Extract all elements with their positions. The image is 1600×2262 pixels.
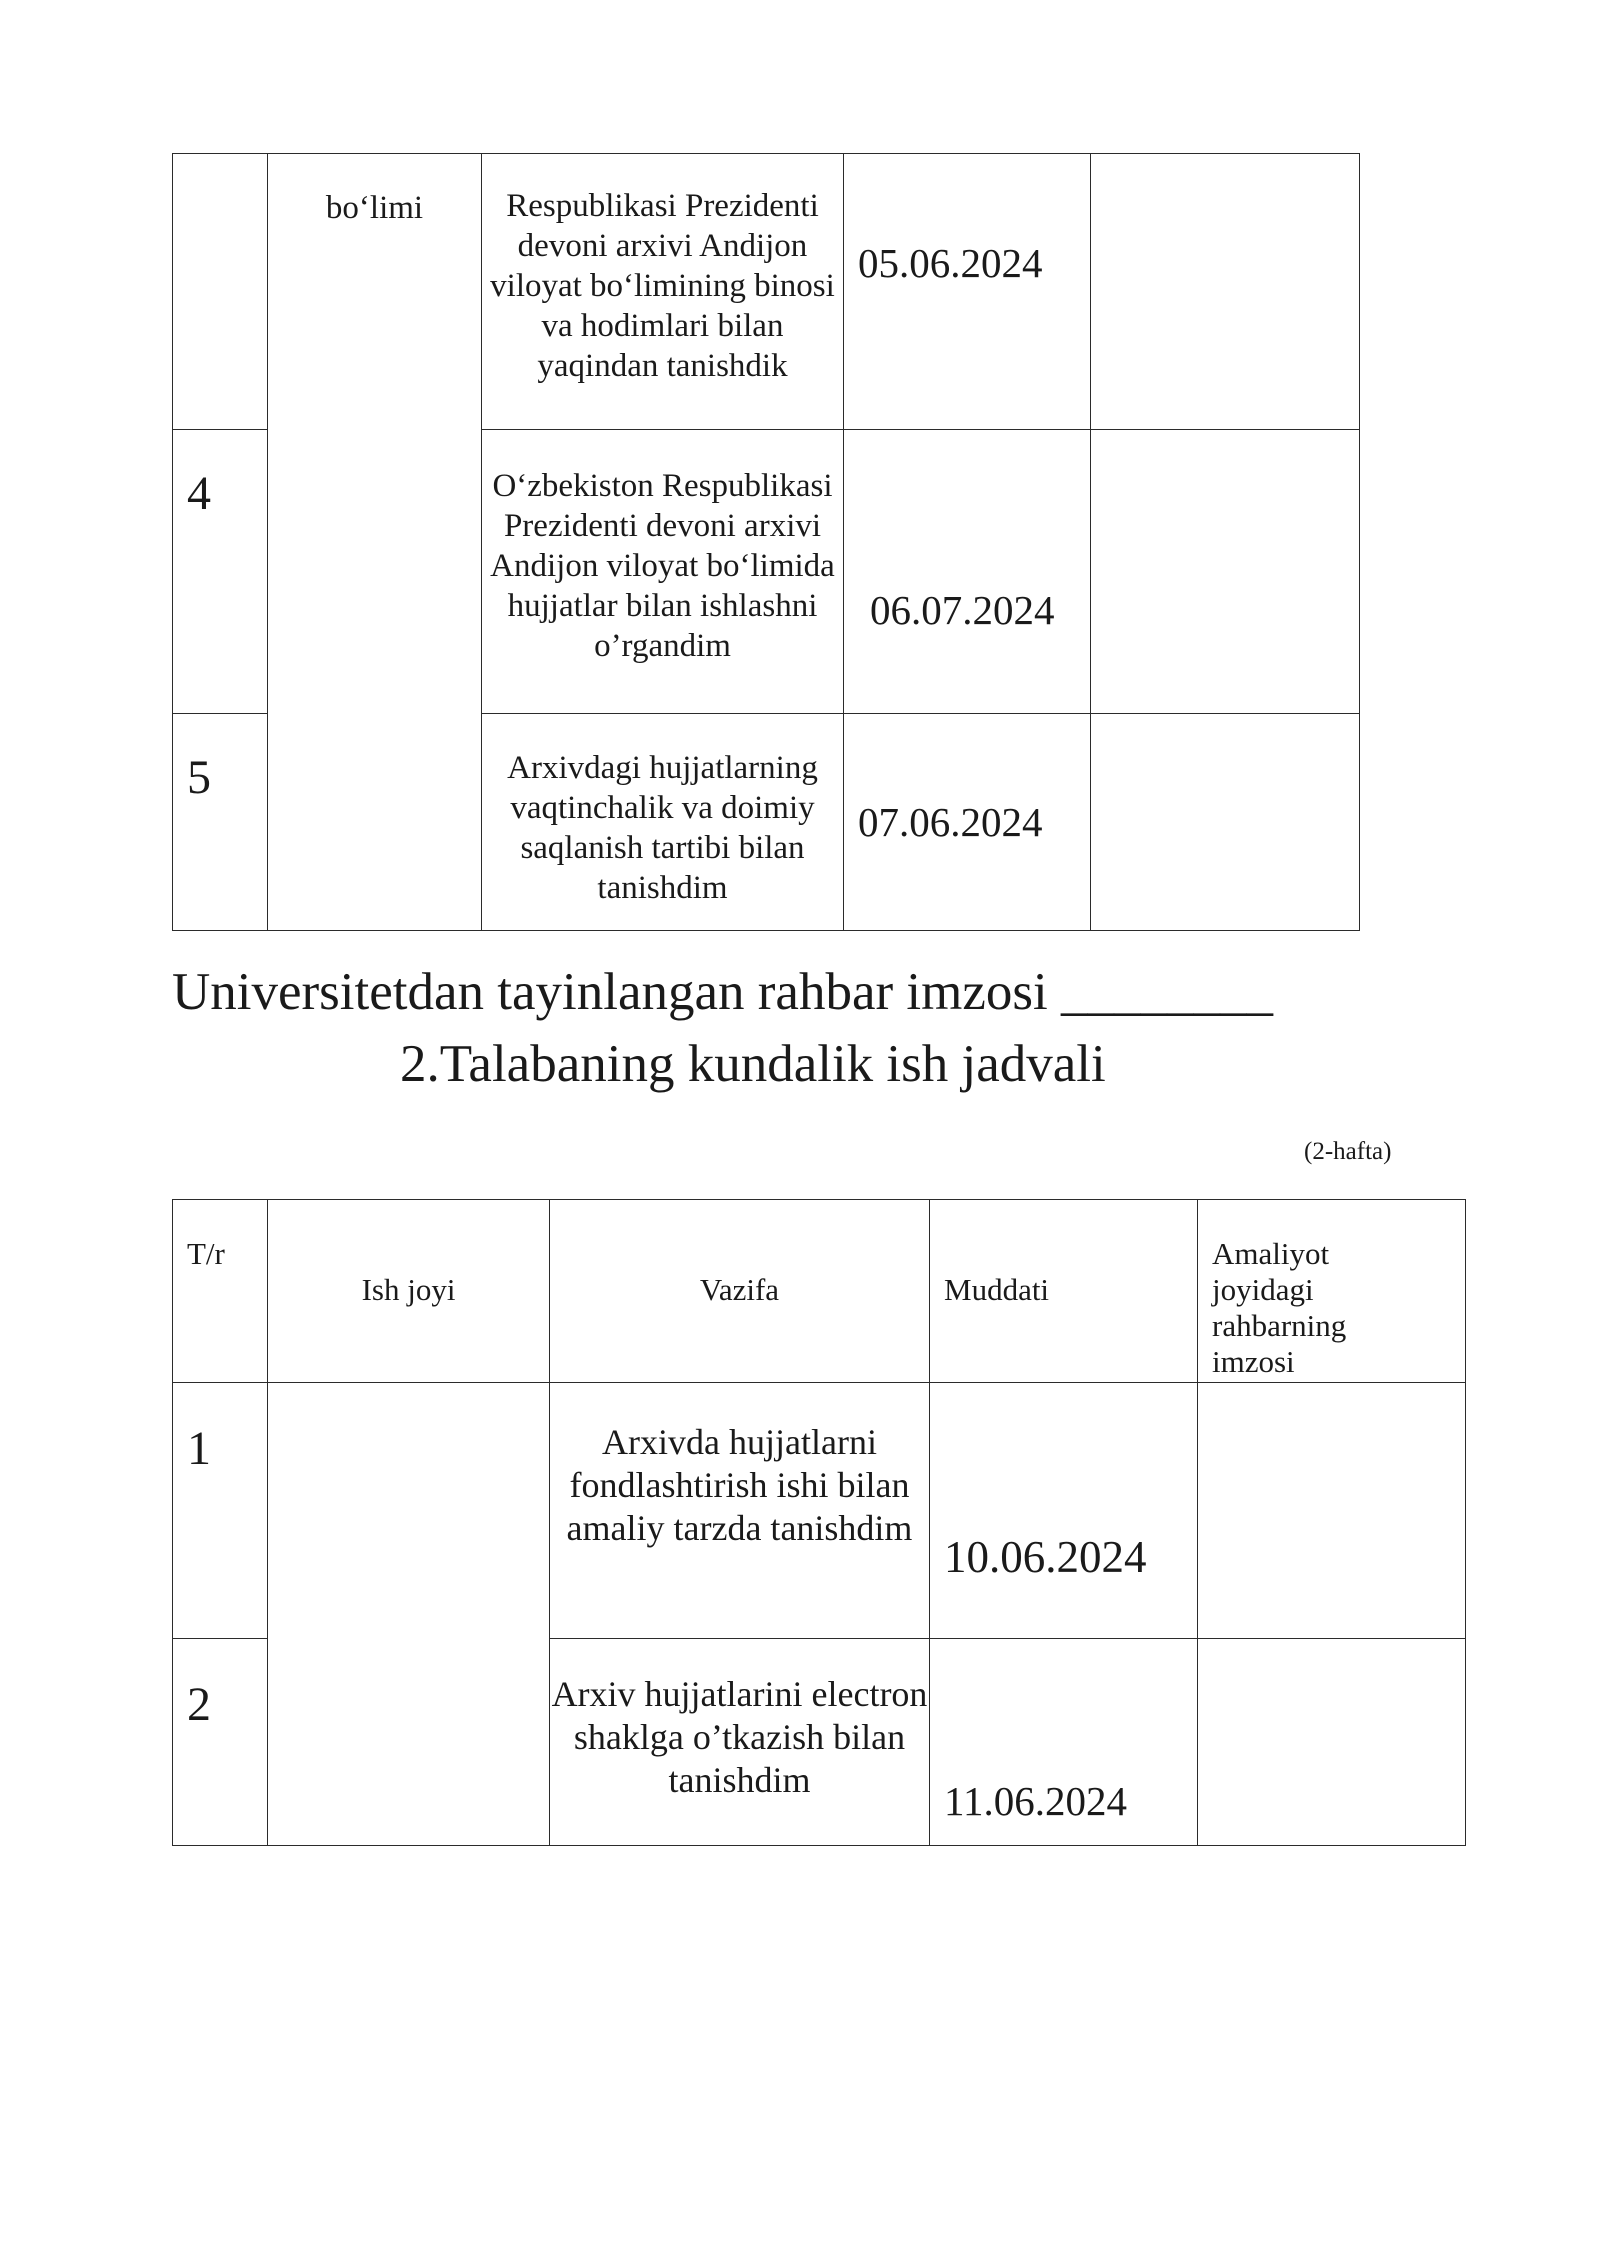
task-cell: O‘zbekiston Respublikasi Prezidenti devoni arxivi Andijon viloyat bo‘limida hujjatlar bilan ishlashni o’rgandim <box>482 430 844 714</box>
header-supervisor-signature: Amaliyot joyidagi rahbarning imzosi <box>1198 1200 1466 1383</box>
supervisor-signature-cell <box>1091 714 1360 931</box>
table-row <box>173 1383 1466 1639</box>
row-number: 2 <box>173 1639 268 1846</box>
schedule-table-week1 <box>172 153 1360 931</box>
table-row <box>173 154 1360 430</box>
supervisor-signature-cell <box>1091 430 1360 714</box>
week-label: (2-hafta) <box>1304 1138 1392 1165</box>
date-cell: 05.06.2024 <box>844 154 1091 430</box>
row-number: 5 <box>173 714 268 931</box>
header-number: T/r <box>173 1200 268 1383</box>
header-row <box>173 1200 1466 1383</box>
date-cell: 07.06.2024 <box>844 714 1091 931</box>
date-cell: 11.06.2024 <box>930 1639 1198 1846</box>
row-number: 4 <box>173 430 268 714</box>
supervisor-signature-cell <box>1198 1383 1466 1639</box>
work-place-cell <box>268 1383 550 1846</box>
row-number: 1 <box>173 1383 268 1639</box>
date-cell: 06.07.2024 <box>844 430 1091 714</box>
section-title: 2.Talabaning kundalik ish jadvali <box>400 1035 1106 1093</box>
task-cell: Arxivdagi hujjatlarning vaqtinchalik va doimiy saqlanish tartibi bilan tanishdim <box>482 714 844 931</box>
supervisor-signature-cell <box>1091 154 1360 430</box>
schedule-table-week2 <box>172 1199 1466 1846</box>
task-cell: Arxivda hujjatlarni fondlashtirish ishi bilan amaliy tarzda tanishdim <box>550 1383 930 1639</box>
header-deadline: Muddati <box>930 1200 1198 1383</box>
header-work-place: Ish joyi <box>268 1200 550 1383</box>
supervisor-signature-line: Universitetdan tayinlangan rahbar imzosi ________ <box>172 963 1273 1021</box>
task-cell: Respublikasi Prezidenti devoni arxivi Andijon viloyat bo‘limining binosi va hodimlari bilan yaqindan tanishdik <box>482 154 844 430</box>
work-place-cell: bo‘limi <box>268 154 482 931</box>
supervisor-signature-cell <box>1198 1639 1466 1846</box>
task-cell: Arxiv hujjatlarini electron shaklga o’tkazish bilan tanishdim <box>550 1639 930 1846</box>
header-task: Vazifa <box>550 1200 930 1383</box>
date-cell: 10.06.2024 <box>930 1383 1198 1639</box>
row-number <box>173 154 268 430</box>
